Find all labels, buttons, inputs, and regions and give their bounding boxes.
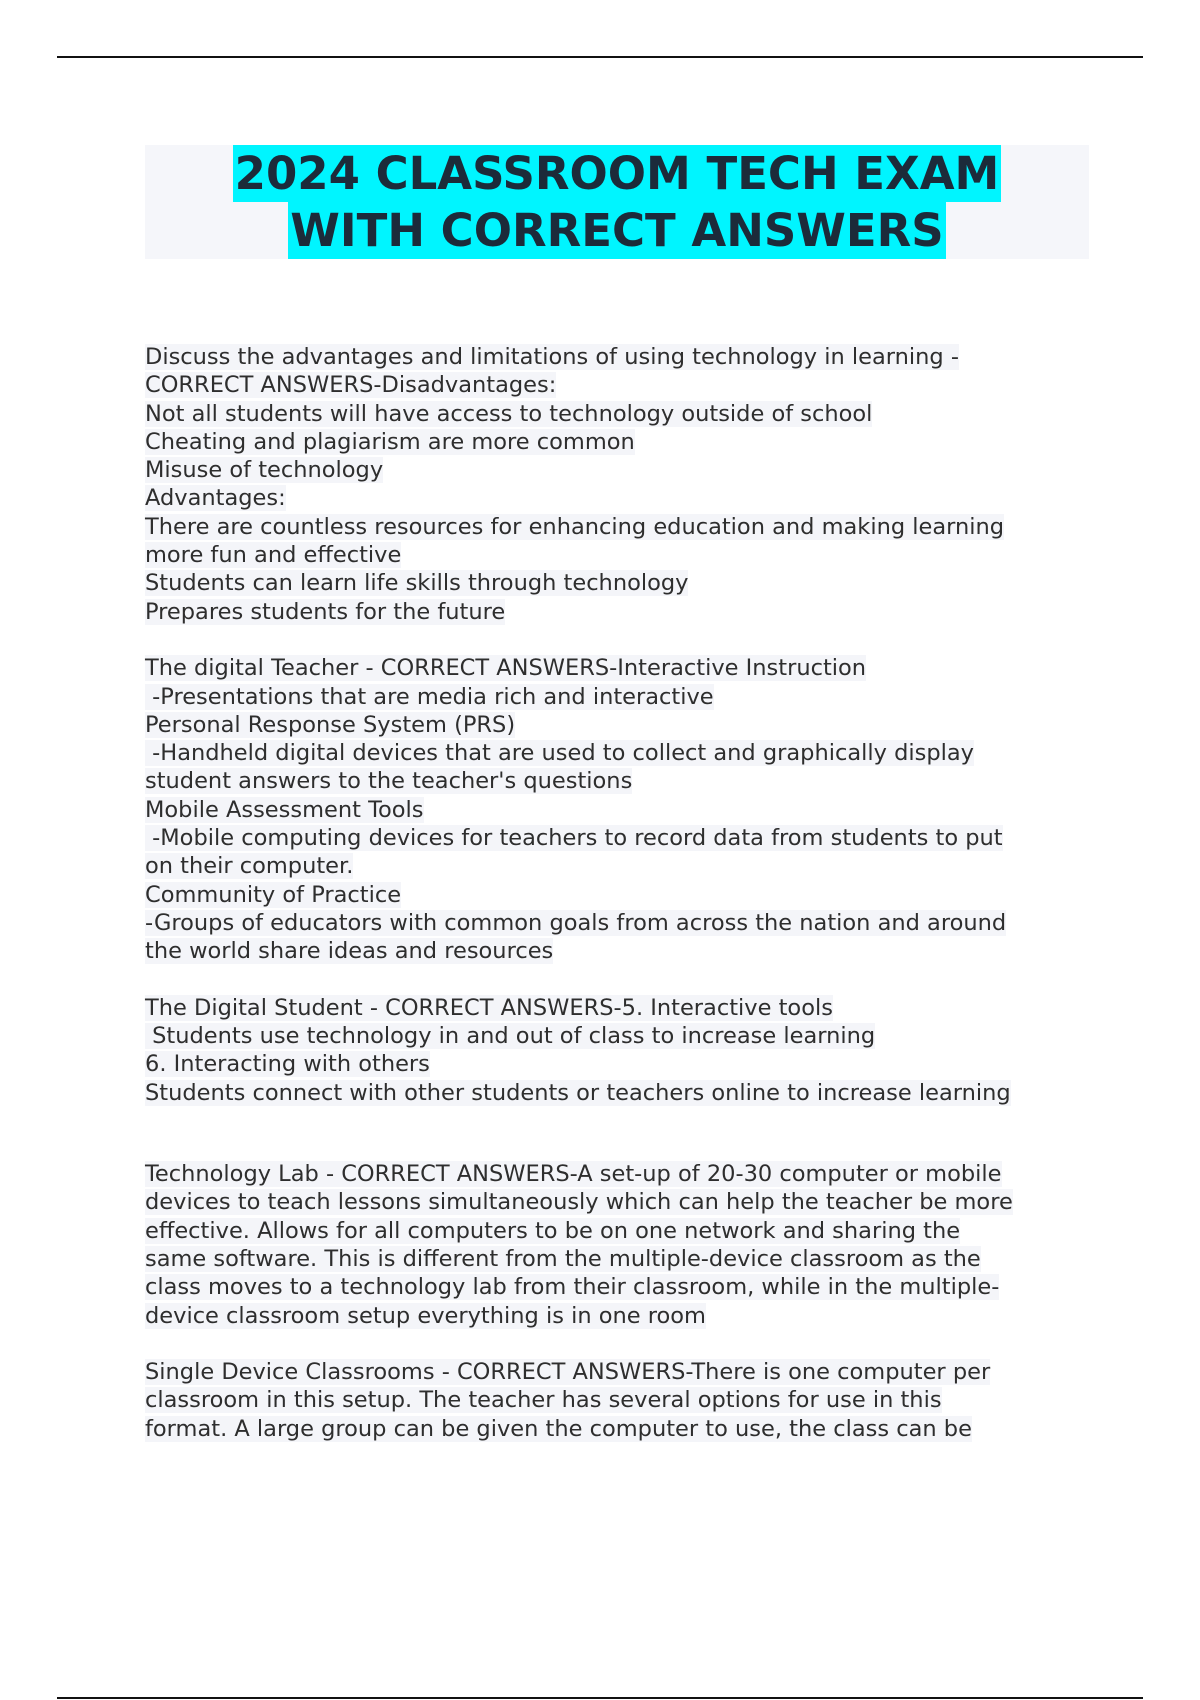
text-line: same software. This is different from the multiple-device classroom as the <box>145 1245 981 1272</box>
text-line: Not all students will have access to technology outside of school <box>145 400 873 427</box>
text-line: format. A large group can be given the computer to use, the class can be <box>145 1415 972 1442</box>
text-line: Discuss the advantages and limitations of using technology in learning - <box>145 344 959 370</box>
text-line: Technology Lab - CORRECT ANSWERS-A set-up of 20-30 computer or mobile <box>145 1161 1002 1188</box>
text-line: Prepares students for the future <box>145 598 506 625</box>
bottom-rule <box>57 1697 1143 1699</box>
text-line: on their computer. <box>145 853 354 880</box>
text-line: Single Device Classrooms - CORRECT ANSWERS-There is one computer per <box>145 1359 991 1386</box>
text-line: Misuse of technology <box>145 457 384 484</box>
text-line: student answers to the teacher's questions <box>145 768 633 795</box>
text-line: Mobile Assessment Tools <box>145 796 424 823</box>
title-line-2: WITH CORRECT ANSWERS <box>290 204 944 257</box>
text-line: -Handheld digital devices that are used to collect and graphically display <box>145 740 974 767</box>
text-line: There are countless resources for enhancing education and making learning <box>145 513 1005 540</box>
text-line: Students connect with other students or teachers online to increase learning <box>145 1079 1011 1106</box>
qa-digital-teacher <box>145 654 1105 965</box>
text-line: class moves to a technology lab from their classroom, while in the multiple- <box>145 1274 1000 1301</box>
top-rule <box>57 56 1143 58</box>
qa-advantages-limitations <box>145 343 1105 626</box>
text-line: devices to teach lessons simultaneously which can help the teacher be more <box>145 1189 1013 1216</box>
text-line: -Presentations that are media rich and interactive <box>145 683 714 710</box>
text-line: device classroom setup everything is in one room <box>145 1302 706 1329</box>
text-line: more fun and effective <box>145 542 402 569</box>
paragraph-gap <box>145 966 1105 994</box>
text-line: -Groups of educators with common goals from across the nation and around <box>145 909 1007 936</box>
title-line-1: 2024 CLASSROOM TECH EXAM <box>234 147 1000 200</box>
qa-technology-lab <box>145 1160 1105 1330</box>
text-line: classroom in this setup. The teacher has several options for use in this <box>145 1387 942 1414</box>
text-line: CORRECT ANSWERS-Disadvantages: <box>145 372 557 399</box>
qa-single-device-classrooms <box>145 1358 1105 1443</box>
text-line: 6. Interacting with others <box>145 1051 430 1078</box>
text-line: Students can learn life skills through technology <box>145 570 689 597</box>
paragraph-gap <box>145 626 1105 654</box>
text-line: The Digital Student - CORRECT ANSWERS-5. Interactive tools <box>145 994 833 1021</box>
paragraph-gap <box>145 1107 1105 1160</box>
text-line: Community of Practice <box>145 881 402 908</box>
text-line: Cheating and plagiarism are more common <box>145 428 635 455</box>
qa-digital-student <box>145 994 1105 1107</box>
document-body <box>145 343 1105 1443</box>
paragraph-gap <box>145 1330 1105 1358</box>
text-line: The digital Teacher - CORRECT ANSWERS-Interactive Instruction <box>145 655 867 682</box>
text-line: effective. Allows for all computers to be on one network and sharing the <box>145 1217 961 1244</box>
text-line: Students use technology in and out of class to increase learning <box>145 1023 876 1050</box>
text-line: the world share ideas and resources <box>145 938 554 965</box>
document-title <box>145 145 1089 259</box>
text-line: Advantages: <box>145 485 286 512</box>
text-line: Personal Response System (PRS) <box>145 711 516 738</box>
text-line: -Mobile computing devices for teachers to record data from students to put <box>145 825 1003 852</box>
